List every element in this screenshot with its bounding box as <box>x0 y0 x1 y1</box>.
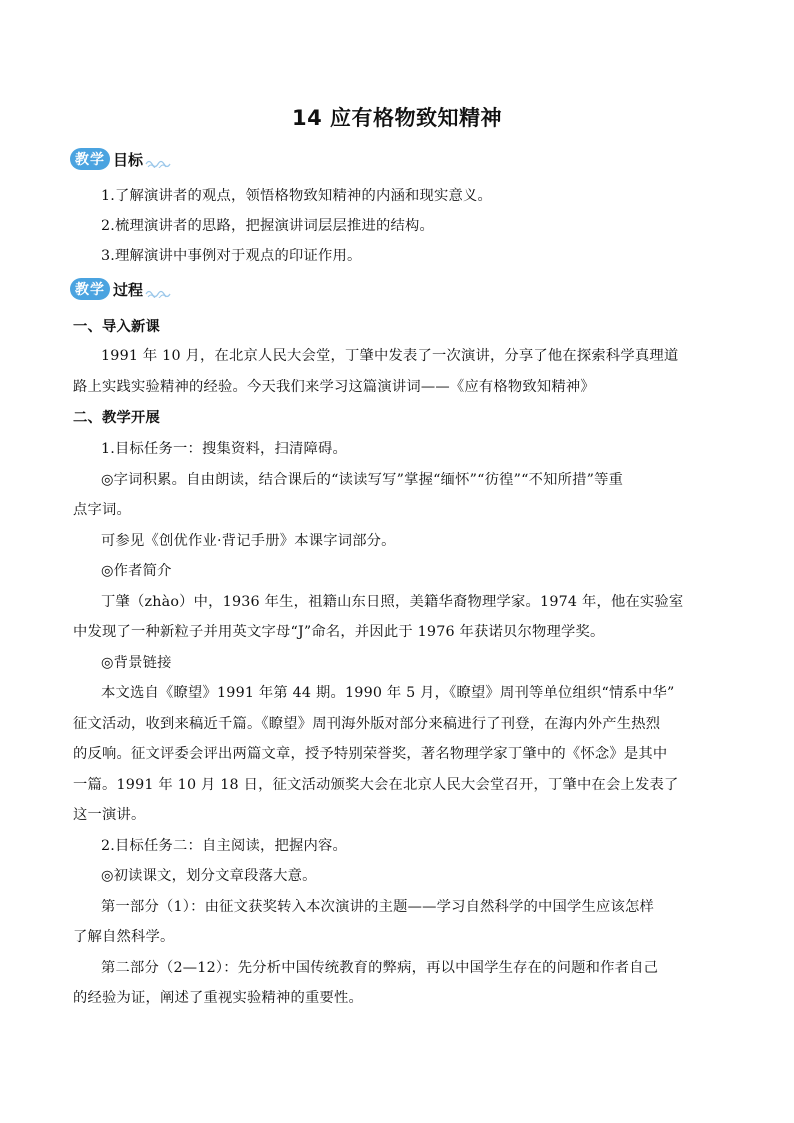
section-heading-teaching: 二、教学开展 <box>73 410 160 426</box>
segment-line: 第一部分（1）：由征文获奖转入本次演讲的主题——学习自然科学的中国学生应该怎样 <box>101 899 655 915</box>
objectives-section-header <box>70 146 171 172</box>
reference-line: 可参见《创优作业·背记手册》本课字词部分。 <box>101 533 396 549</box>
objectives-label: 目标 <box>113 150 144 169</box>
section-heading-intro: 一、导入新课 <box>73 319 160 335</box>
author-line: 中发现了一种新粒子并用英文字母“J”命名，并因此于 1976 年获诺贝尔物理学奖。 <box>73 624 605 640</box>
objective-item: 1.了解演讲者的观点，领悟格物致知精神的内涵和现实意义。 <box>101 188 492 204</box>
task-heading: 2.目标任务二：自主阅读，把握内容。 <box>101 838 347 854</box>
objective-item: 3.理解演讲中事例对于观点的印证作用。 <box>101 248 362 264</box>
lesson-title: 14 应有格物致知精神 <box>291 106 503 130</box>
segment-line: 了解自然科学。 <box>73 929 175 945</box>
segment-line: 第二部分（2—12）：先分析中国传统教育的弊病，再以中国学生存在的问题和作者自己 <box>101 960 659 976</box>
process-badge: 教学 <box>70 278 110 300</box>
objective-item: 2.梳理演讲者的思路，把握演讲词层层推进的结构。 <box>101 218 434 234</box>
reading-heading: ◎初读课文，划分文章段落大意。 <box>101 868 317 884</box>
background-line: 本文选自《瞭望》1991 年第 44 期。1990 年 5 月，《瞭望》周刊等单位组织“情系中华” <box>101 685 675 701</box>
background-line: 一篇。1991 年 10 月 18 日，征文活动颁奖大会在北京人民大会堂召开，丁肇中在会上发表了 <box>73 777 679 793</box>
task-heading: 1.目标任务一：搜集资料，扫清障碍。 <box>101 441 347 457</box>
paragraph-line: 1991 年 10 月，在北京人民大会堂，丁肇中发表了一次演讲，分享了他在探索科学真理道 <box>101 348 679 364</box>
process-section-header <box>70 276 171 302</box>
background-line: 征文活动，收到来稿近千篇。《瞭望》周刊海外版对部分来稿进行了刊登，在海内外产生热烈 <box>73 716 661 732</box>
wave-flourish-icon <box>145 158 171 168</box>
background-heading: ◎背景链接 <box>101 655 172 671</box>
segment-line: 的经验为证，阐述了重视实验精神的重要性。 <box>73 990 363 1006</box>
vocab-line: ◎字词积累。自由朗读，结合课后的“读读写写”掌握“缅怀”“彷徨”“不知所措”等重 <box>101 472 624 488</box>
vocab-line: 点字词。 <box>73 502 131 518</box>
paragraph-line: 路上实践实验精神的经验。今天我们来学习这篇演讲词——《应有格物致知精神》 <box>73 379 595 395</box>
wave-flourish-icon <box>145 288 171 298</box>
background-line: 这一演讲。 <box>73 807 146 823</box>
objectives-badge: 教学 <box>70 148 110 170</box>
process-label: 过程 <box>113 280 144 299</box>
background-line: 的反响。征文评委会评出两篇文章，授予特别荣誉奖，著名物理学家丁肇中的《怀念》是其中 <box>73 746 668 762</box>
author-line: 丁肇（zhào）中，1936 年生，祖籍山东日照，美籍华裔物理学家。1974 年，他在实验室 <box>101 594 684 610</box>
author-heading: ◎作者简介 <box>101 563 172 579</box>
